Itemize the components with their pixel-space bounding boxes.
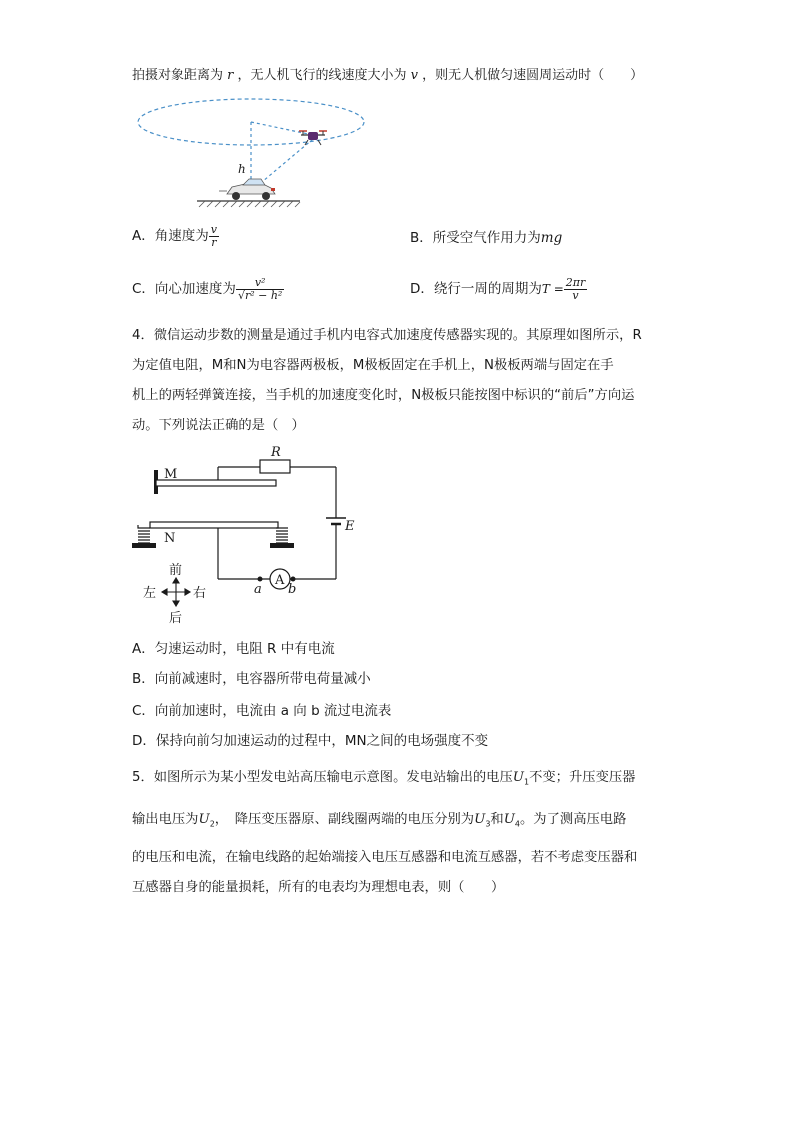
radius-dashed-line — [251, 122, 313, 135]
q3-option-d[interactable] — [410, 274, 587, 304]
q3-option-d-lhs: T = — [541, 282, 564, 296]
drone-orbit-figure — [135, 95, 375, 210]
q5-line2a: 输出电压为 — [132, 812, 199, 827]
label-right: 右 — [193, 586, 207, 601]
q4-stem-line3: 机上的两轻弹簧连接，当手机的加速度变化时，N极板只能按图中标识的“前后”方向运 — [132, 388, 635, 403]
label-b: b — [288, 582, 297, 597]
label-a: a — [254, 582, 262, 597]
label-back: 后 — [169, 611, 183, 626]
q3-option-d-label: D．绕行一周的周期为 — [410, 281, 542, 297]
q3-option-c-num: v² — [236, 277, 284, 290]
q3-option-a[interactable] — [132, 222, 219, 250]
q4-stem-line4: 动。下列说法正确的是（ ） — [132, 418, 305, 433]
q5-u3: U — [474, 812, 486, 827]
label-n: N — [164, 531, 176, 546]
q5-u4: U — [503, 812, 515, 827]
q4-option-a[interactable]: A．匀速运动时，电阻 R 中有电流 — [132, 641, 335, 657]
right-spring-base — [270, 543, 294, 548]
q5-line2c: 和 — [490, 812, 504, 827]
q3-intro-b: ，无人机飞行的线速度大小为 — [237, 68, 407, 83]
label-left: 左 — [143, 586, 157, 601]
q4-option-b[interactable]: B．向前减速时，电容器所带电荷量减小 — [132, 671, 371, 687]
q3-option-b[interactable] — [410, 228, 562, 248]
q3-option-a-den: r — [211, 235, 217, 249]
direction-arrows-icon — [162, 578, 190, 606]
label-r: R — [271, 445, 281, 460]
q5-u3-sub: 3 — [485, 819, 491, 829]
q3-intro-c: ，则无人机做匀速圆周运动时（ ） — [422, 68, 644, 83]
q4-option-c[interactable]: C．向前加速时，电流由 a 向 b 流过电流表 — [132, 703, 392, 719]
q3-option-a-fraction — [209, 224, 219, 249]
left-spring-base — [132, 543, 156, 548]
q3-option-c-label: C．向心加速度为 — [132, 281, 236, 297]
q5-stem-line1 — [132, 768, 635, 793]
resistor-r — [260, 460, 290, 473]
q3-option-c[interactable] — [132, 274, 284, 304]
q3-intro — [132, 66, 643, 86]
q5-line2b: ， 降压变压器原、副线圈两端的电压分别为 — [214, 812, 475, 827]
q5-line1a: 5．如图所示为某小型发电站高压输电示意图。发电站输出的电压 — [132, 770, 513, 785]
camera-line-of-sight — [256, 139, 313, 187]
q3-option-d-num: 2πr — [565, 275, 586, 289]
q3-option-b-expr: mg — [540, 230, 563, 246]
q5-u1-sub: 1 — [524, 777, 530, 787]
label-m: M — [164, 467, 178, 482]
q3-option-c-den: √r² − h² — [237, 288, 283, 302]
q5-u1: U — [512, 770, 524, 785]
q3-intro-a: 拍摄对象距离为 — [132, 68, 224, 83]
q5-stem-line2 — [132, 810, 626, 835]
q3-option-d-fraction — [564, 277, 588, 302]
q5-u2-sub: 2 — [209, 819, 215, 829]
label-front: 前 — [169, 563, 183, 578]
q3-option-a-label: A．角速度为 — [132, 228, 209, 244]
q3-var-r: r — [227, 68, 234, 83]
n-plate — [150, 522, 278, 528]
capacitor-circuit-figure — [130, 442, 355, 632]
q5-u2: U — [198, 812, 210, 827]
q3-option-a-num: v — [210, 222, 217, 236]
q5-stem-line3: 的电压和电流，在输电线路的起始端接入电压互感器和电流互感器，若不考虑变压器和 — [132, 850, 638, 865]
label-ammeter: A — [275, 573, 285, 588]
q3-option-b-label: B．所受空气作用力为 — [410, 230, 541, 246]
q3-option-c-fraction — [236, 277, 284, 302]
q4-option-d[interactable]: D．保持向前匀加速运动的过程中，MN之间的电场强度不变 — [132, 733, 489, 749]
q5-stem-line4: 互感器自身的能量损耗，所有的电表均为理想电表，则（ ） — [132, 880, 505, 895]
q3-option-d-den: v — [572, 288, 579, 302]
q3-var-v: v — [410, 68, 419, 83]
q4-stem-line2: 为定值电阻，M和N为电容器两极板，M极板固定在手机上，N极板两端与固定在手 — [132, 358, 614, 373]
ground — [197, 201, 300, 207]
q5-line1b: 不变；升压变压器 — [529, 770, 636, 785]
right-spring — [276, 528, 288, 543]
q4-stem-line1: 4．微信运动步数的测量是通过手机内电容式加速度传感器实现的。其原理如图所示，R — [132, 328, 642, 343]
terminal-a — [258, 577, 263, 582]
left-spring — [138, 525, 150, 543]
q5-u4-sub: 4 — [514, 819, 521, 829]
car-icon — [219, 179, 275, 200]
height-label: h — [238, 162, 246, 176]
q5-line2d: 。为了测高压电路 — [520, 812, 627, 827]
label-e: E — [345, 519, 355, 534]
